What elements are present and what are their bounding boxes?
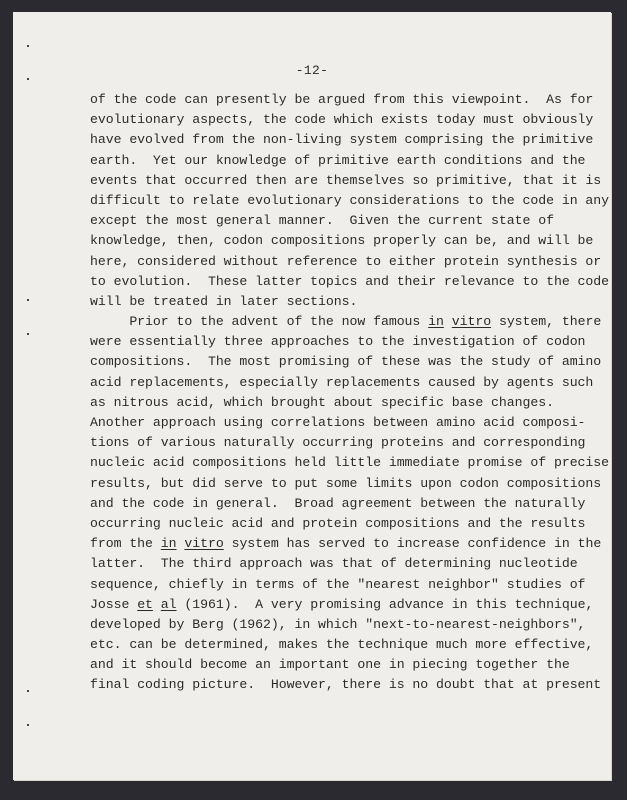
text-line [90,595,594,615]
margin-mark [27,78,29,80]
margin-mark [27,333,29,335]
text-segment: developed by Berg (1962), in which "next-to-nearest-neighbors", [90,616,586,632]
text-line [90,393,590,413]
text-line [90,272,610,292]
text-line [90,575,590,595]
text-line [90,373,594,393]
underlined-term: in [160,536,177,552]
margin-mark [27,690,29,692]
text-segment: have evolved from the non-living system comprising the primitive [90,132,594,148]
text-segment: results, but did serve to put some limits upon codon compositions [90,475,602,491]
text-line [90,191,610,211]
underlined-term: in [428,314,444,330]
text-line [90,90,594,110]
text-line [90,171,602,191]
text-line [90,231,594,251]
text-segment: and the code in general. Broad agreement between the naturally [90,495,586,511]
text-segment: final coding picture. However, there is no doubt that at present [90,677,602,693]
underlined-term: et [137,596,153,612]
text-segment: of the code can presently be argued from this viewpoint. As for [90,92,594,107]
text-segment: Prior to the advent of the now famous [90,314,429,330]
text-segment [153,597,161,612]
text-segment: occurring nucleic acid and protein compositions and the results [90,515,586,531]
text-line [90,554,590,574]
underlined-term: al [160,596,177,612]
text-line [90,635,594,655]
text-segment [444,314,452,329]
text-segment: nucleic acid compositions held little immediate promise of precise [90,455,610,471]
text-segment: compositions. The most promising of these was the study of amino [90,354,602,370]
text-line [90,615,590,635]
text-segment: knowledge, then, codon compositions properly can be, and will be [90,233,594,249]
text-line [90,655,590,675]
text-line [90,332,590,352]
text-segment: and it should become an important one in piecing together the [90,657,570,673]
text-line [90,433,590,453]
underlined-term: vitro [184,536,224,552]
text-line [90,352,602,372]
text-line [90,453,610,473]
text-segment: events that occurred then are themselves so primitive, that it is [90,172,602,188]
text-segment: sequence, chiefly in terms of the "nearest neighbor" studies of [90,576,586,592]
text-line [90,675,602,695]
text-segment: (1961). A very promising advance in this technique, [176,596,594,612]
text-segment: except the most general manner. Given the current state of [90,213,554,229]
text-line [90,494,590,514]
text-segment: will be treated in later sections. [90,293,358,309]
text-segment: tions of various naturally occurring proteins and corresponding [90,435,586,451]
text-line [90,474,602,494]
text-segment: etc. can be determined, makes the technique much more effective, [90,637,594,653]
text-segment: here, considered without reference to either protein synthesis or [90,253,602,269]
text-segment: system, there [491,314,602,330]
text-segment: were essentially three approaches to the investigation of codon [90,334,586,350]
text-segment: as nitrous acid, which brought about specific base changes. [90,394,554,410]
text-line [90,130,594,150]
text-segment: from the [90,536,161,552]
text-line [90,211,590,231]
text-segment: latter. The third approach was that of determining nucleotide [90,556,578,572]
margin-mark [27,45,29,47]
text-line [90,413,590,433]
text-line [90,151,590,171]
margin-mark [27,299,29,301]
body-text [90,90,610,696]
text-segment: acid replacements, especially replacements caused by agents such [90,374,594,390]
text-segment: earth. Yet our knowledge of primitive earth conditions and the [90,152,586,168]
text-line [90,534,602,554]
underlined-term: vitro [451,314,492,330]
text-line [90,312,602,332]
text-segment: Josse [90,596,138,612]
margin-mark [27,724,29,726]
text-segment: Another approach using correlations between amino acid composi- [90,415,586,430]
document-page [13,12,611,780]
page-number: -12- [295,63,329,78]
text-segment: difficult to relate evolutionary considerations to the code in any [90,192,610,208]
text-segment: system has served to increase confidence in the [223,536,602,552]
text-segment: to evolution. These latter topics and their relevance to the code [90,273,610,289]
text-segment: evolutionary aspects, the code which exists today must obviously [90,112,594,128]
text-line [90,252,602,272]
text-line [90,514,590,534]
text-line [90,292,590,312]
text-line [90,110,594,130]
